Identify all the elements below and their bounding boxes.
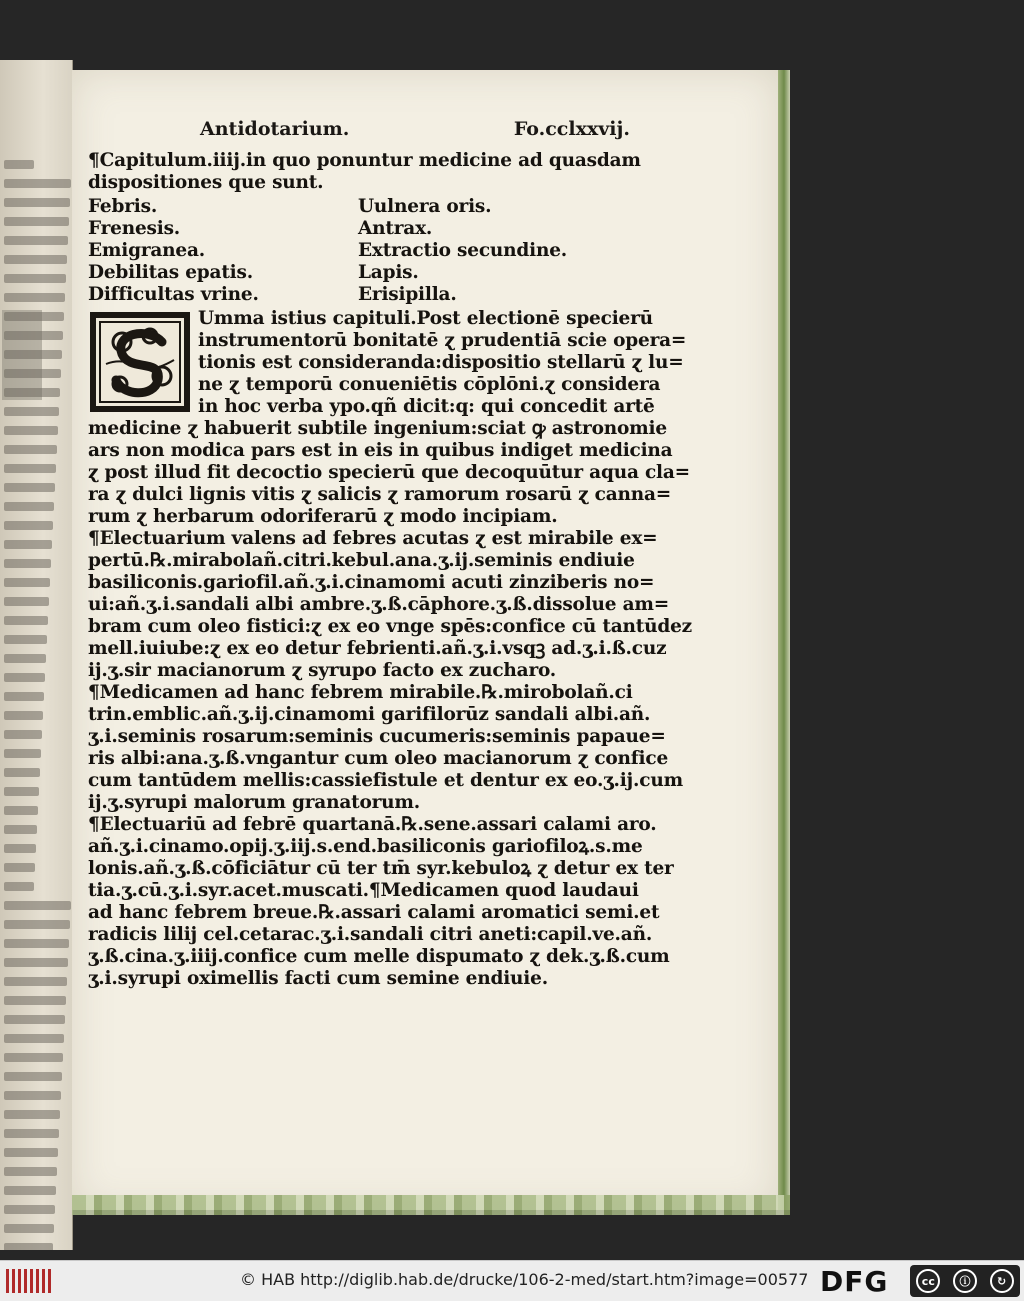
adjacent-page-text-line	[4, 540, 52, 549]
adjacent-page-text-line	[4, 1167, 57, 1176]
adjacent-page-text-line	[4, 483, 55, 492]
initial-paragraph	[88, 308, 687, 418]
adjacent-page-text-line	[4, 369, 61, 378]
folio-number: Fo.cclxxvij.	[513, 118, 630, 140]
text-line: instrumentorū bonitatē ɀ prudentiā scie opera=	[198, 330, 687, 351]
adjacent-page-text-line	[4, 1148, 58, 1157]
text-line: Umma istius capituli.Post electionē specierū	[198, 308, 653, 329]
adjacent-page-text-line	[4, 844, 36, 853]
adjacent-page-text-line	[4, 654, 46, 663]
adjacent-page-text-line	[4, 692, 44, 701]
adjacent-page-text-line	[4, 977, 67, 986]
adjacent-page-text-line	[4, 198, 70, 207]
adjacent-page-text-line	[4, 350, 62, 359]
text-line: ij.ʒ.sir macianorum ɀ syrupo facto ex zucharo.	[88, 660, 557, 681]
chapter-heading-line: ¶Capitulum.iiij.in quo ponuntur medicine ad quasdam	[88, 150, 641, 171]
adjacent-page-text-line	[4, 445, 57, 454]
adjacent-page-text-line	[4, 711, 43, 720]
text-line: ¶Electuarium valens ad febres acutas ɀ est mirabile ex=	[88, 528, 658, 549]
cc-icon: cc	[916, 1269, 940, 1293]
adjacent-page-text-line	[4, 179, 71, 188]
page-edge-bottom	[72, 1195, 790, 1215]
barcode-bar	[6, 1269, 9, 1293]
text-line: trin.emblic.añ.ʒ.ij.cinamomi garifilorūz sandali albi.añ.	[88, 704, 651, 725]
decorated-initial-s-icon	[90, 312, 190, 412]
adjacent-page-text-line	[4, 521, 53, 530]
adjacent-page-text-line	[4, 578, 50, 587]
text-line: radicis lilij cel.cetarac.ʒ.i.sandali citri aneti:capil.ve.añ.	[88, 924, 653, 945]
list-item: Erisipilla.	[358, 284, 457, 305]
adjacent-page-text-line	[4, 597, 49, 606]
page-edge-right	[778, 70, 790, 1210]
adjacent-page-text-line	[4, 920, 70, 929]
barcode-bar	[30, 1269, 33, 1293]
adjacent-page-text-line	[4, 1034, 64, 1043]
text-line: ne ɀ temporū conueniētis cōplōni.ɀ considera	[198, 374, 661, 395]
barcode-bar	[12, 1269, 15, 1293]
text-line: ris albi:ana.ʒ.ß.vngantur cum oleo macianorum ɀ confice	[88, 748, 669, 769]
barcode-bar	[18, 1269, 21, 1293]
adjacent-page-text-line	[4, 1186, 56, 1195]
sa-icon: ↻	[990, 1269, 1014, 1293]
adjacent-page-text-line	[4, 958, 68, 967]
chapter-heading-line: dispositiones que sunt.	[88, 172, 324, 193]
barcode-bar	[42, 1269, 45, 1293]
barcode-bar	[36, 1269, 39, 1293]
text-line: ¶Electuariū ad febrē quartanā.℞.sene.assari calami aro.	[88, 814, 657, 835]
by-icon: ⓘ	[953, 1269, 977, 1293]
text-line: ¶Medicamen ad hanc febrem mirabile.℞.mirobolañ.ci	[88, 682, 633, 703]
adjacent-page-text-line	[4, 863, 35, 872]
adjacent-page-text-line	[4, 787, 39, 796]
adjacent-page-text-line	[4, 388, 60, 397]
barcode-icon	[6, 1269, 51, 1293]
list-item: Extractio secundine.	[358, 240, 568, 261]
text-line: in hoc verba ypo.qñ dicit:q: qui concedit artē	[198, 396, 655, 417]
adjacent-page-text-line	[4, 768, 40, 777]
text-line: lonis.añ.ʒ.ß.cōficiātur cū ter tm̄ syr.kebuloꝝ ɀ detur ex ter	[88, 858, 674, 879]
text-line: mell.iuiube:ɀ ex eo detur febrienti.añ.ʒ.i.vsqꝫ ad.ʒ.i.ß.cuz	[88, 638, 667, 659]
adjacent-page-text-line	[4, 901, 71, 910]
text-line: cum tantūdem mellis:cassiefistule et dentur ex eo.ʒ.ij.cum	[88, 770, 683, 791]
adjacent-page-text-line	[4, 673, 45, 682]
adjacent-page-text-line	[4, 616, 48, 625]
adjacent-page-text-line	[4, 255, 67, 264]
list-item: Emigranea.	[88, 240, 206, 261]
adjacent-page-text-line	[4, 1072, 62, 1081]
text-line: ʒ.i.seminis rosarum:seminis cucumeris:seminis papaue=	[88, 726, 666, 747]
adjacent-page-text-line	[4, 312, 64, 321]
copyright-link[interactable]: © HAB http://diglib.hab.de/drucke/106-2-med/start.htm?image=00577	[240, 1270, 809, 1289]
text-line: medicine ɀ habuerit subtile ingenium:sciat ꝙ astronomie	[88, 418, 667, 439]
adjacent-page-text-line	[4, 1053, 63, 1062]
viewer-footer	[0, 1260, 1024, 1301]
text-line: pertū.℞.mirabolañ.citri.kebul.ana.ʒ.ij.seminis endiuie	[88, 550, 635, 571]
text-line: ɀ post illud fit decoctio specierū que decoquūtur aqua cla=	[88, 462, 690, 483]
adjacent-page-text-line	[4, 1205, 55, 1214]
list-item: Uulnera oris.	[358, 196, 492, 217]
adjacent-page-text-line	[4, 806, 38, 815]
adjacent-page-text-line	[4, 407, 59, 416]
list-item: Difficultas vrine.	[88, 284, 259, 305]
adjacent-page-text-line	[4, 1110, 60, 1119]
running-head-title: Antidotarium.	[200, 118, 350, 140]
adjacent-page-text-line	[4, 996, 66, 1005]
text-line: ʒ.i.syrupi oximellis facti cum semine endiuie.	[88, 968, 548, 989]
adjacent-page-text-line	[4, 217, 69, 226]
adjacent-page-text-line	[4, 293, 65, 302]
list-item: Debilitas epatis.	[88, 262, 253, 283]
adjacent-page-text-line	[4, 464, 56, 473]
text-line: basiliconis.gariofil.añ.ʒ.i.cinamomi acuti zinziberis no=	[88, 572, 655, 593]
license-badge[interactable]	[910, 1265, 1020, 1297]
list-item: Lapis.	[358, 262, 419, 283]
text-line: tia.ʒ.cū.ʒ.i.syr.acet.muscati.¶Medicamen quod laudaui	[88, 880, 639, 901]
list-item: Febris.	[88, 196, 158, 217]
text-block	[88, 150, 692, 990]
conditions-list	[88, 196, 648, 306]
adjacent-page-text-line	[4, 502, 54, 511]
barcode-bar	[48, 1269, 51, 1293]
text-line: ars non modica pars est in eis in quibus indiget medicina	[88, 440, 673, 461]
barcode-bar	[24, 1269, 27, 1293]
adjacent-page-text-line	[4, 274, 66, 283]
adjacent-page-text-line	[4, 749, 41, 758]
text-line: ʒ.ß.cina.ʒ.iiij.confice cum melle dispumato ɀ dek.ʒ.ß.cum	[88, 946, 670, 967]
adjacent-page-text-line	[4, 559, 51, 568]
text-line: añ.ʒ.i.cinamo.opij.ʒ.iij.s.end.basiliconis gariofiloꝝ.s.me	[88, 836, 643, 857]
text-line: ad hanc febrem breue.℞.assari calami aromatici semi.et	[88, 902, 660, 923]
running-head	[200, 118, 630, 140]
adjacent-page-text-line	[4, 426, 58, 435]
adjacent-page-text-line	[4, 1129, 59, 1138]
text-line: bram cum oleo fistici:ɀ ex eo vnge spēs:confice cū tantūdez	[88, 616, 692, 637]
list-item: Frenesis.	[88, 218, 181, 239]
body-text	[88, 418, 692, 990]
dfg-logo[interactable]: DFG	[820, 1265, 889, 1298]
adjacent-page-text-line	[4, 882, 34, 891]
text-line: ra ɀ dulci lignis vitis ɀ salicis ɀ ramorum rosarū ɀ canna=	[88, 484, 672, 505]
adjacent-page-text-line	[4, 825, 37, 834]
adjacent-page-text-line	[4, 635, 47, 644]
adjacent-page-text-line	[4, 1224, 54, 1233]
adjacent-page-text-line	[4, 1243, 53, 1250]
adjacent-page-text-line	[4, 160, 34, 169]
list-item: Antrax.	[358, 218, 433, 239]
text-line: ij.ʒ.syrupi malorum granatorum.	[88, 792, 421, 813]
text-line: ui:añ.ʒ.i.sandali albi ambre.ʒ.ß.cāphore.ʒ.ß.dissolue am=	[88, 594, 670, 615]
text-line: tionis est consideranda:dispositio stellarū ɀ lu=	[198, 352, 684, 373]
adjacent-page-text-line	[4, 1091, 61, 1100]
adjacent-page-text-line	[4, 939, 69, 948]
text-line: rum ɀ herbarum odoriferarū ɀ modo incipiam.	[88, 506, 558, 527]
adjacent-page-text-line	[4, 1015, 65, 1024]
adjacent-page	[0, 60, 73, 1250]
adjacent-page-text-line	[4, 331, 63, 340]
adjacent-page-text-line	[4, 236, 68, 245]
adjacent-page-text-line	[4, 730, 42, 739]
